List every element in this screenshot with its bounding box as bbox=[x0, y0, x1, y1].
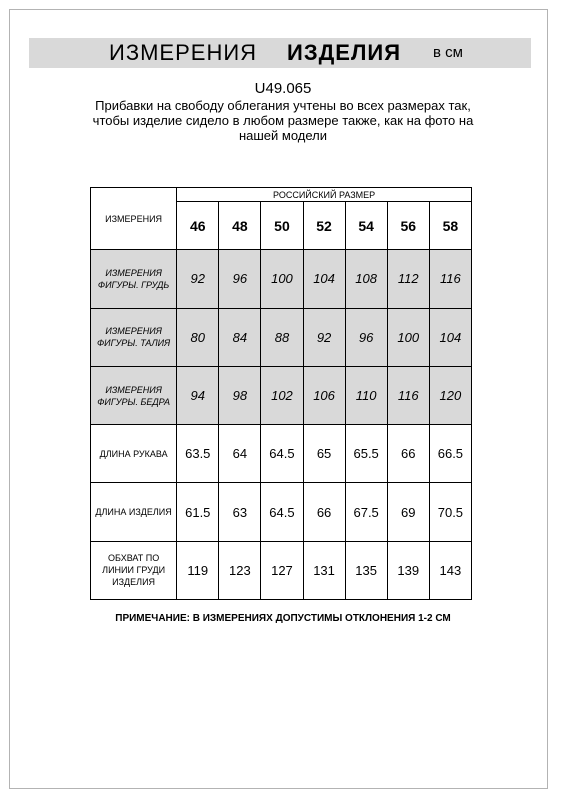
table-cell: 64.5 bbox=[261, 483, 303, 541]
tolerance-note: ПРИМЕЧАНИЕ: В ИЗМЕРЕНИЯХ ДОПУСТИМЫ ОТКЛОНЕНИЯ 1-2 СМ bbox=[115, 613, 451, 624]
table-cell: 104 bbox=[429, 308, 471, 366]
table-cell: 110 bbox=[345, 366, 387, 424]
row-label-line: ФИГУРЫ. БЕДРА bbox=[97, 396, 170, 407]
table-cell: 143 bbox=[429, 541, 471, 599]
table-cell: 135 bbox=[345, 541, 387, 599]
table-cell: 65.5 bbox=[345, 425, 387, 483]
table-cell: 88 bbox=[261, 308, 303, 366]
row-label bbox=[91, 425, 177, 483]
table-cell: 104 bbox=[303, 250, 345, 308]
table-cell: 65 bbox=[303, 425, 345, 483]
table-cell: 116 bbox=[429, 250, 471, 308]
size-table bbox=[90, 187, 472, 600]
size-header: 50 bbox=[261, 202, 303, 250]
row-label bbox=[91, 250, 177, 308]
size-header: 46 bbox=[177, 202, 219, 250]
table-cell: 63 bbox=[219, 483, 261, 541]
table-cell: 80 bbox=[177, 308, 219, 366]
size-header: 52 bbox=[303, 202, 345, 250]
table-cell: 94 bbox=[177, 366, 219, 424]
table-cell: 123 bbox=[219, 541, 261, 599]
table-cell: 64 bbox=[219, 425, 261, 483]
table-cell: 100 bbox=[387, 308, 429, 366]
row-label-line: ИЗМЕРЕНИЯ bbox=[105, 384, 162, 395]
table-cell: 66 bbox=[387, 425, 429, 483]
size-header: 48 bbox=[219, 202, 261, 250]
table-cell: 63.5 bbox=[177, 425, 219, 483]
table-cell: 119 bbox=[177, 541, 219, 599]
row-label-line: ДЛИНА ИЗДЕЛИЯ bbox=[95, 507, 172, 518]
product-code: U49.065 bbox=[254, 80, 312, 97]
table-cell: 106 bbox=[303, 366, 345, 424]
table-cell: 139 bbox=[387, 541, 429, 599]
row-label-line: ФИГУРЫ. ТАЛИЯ bbox=[97, 338, 171, 349]
row-label bbox=[91, 541, 177, 599]
row-label-line: ЛИНИИ ГРУДИ bbox=[102, 565, 166, 576]
fit-description bbox=[80, 98, 486, 143]
size-group-label: РОССИЙСКИЙ РАЗМЕР bbox=[177, 188, 472, 202]
table-row-garment-length bbox=[91, 483, 472, 541]
size-header: 58 bbox=[429, 202, 471, 250]
table-cell: 84 bbox=[219, 308, 261, 366]
size-header: 54 bbox=[345, 202, 387, 250]
table-cell: 116 bbox=[387, 366, 429, 424]
table-cell: 66 bbox=[303, 483, 345, 541]
table-cell: 108 bbox=[345, 250, 387, 308]
title-product: ИЗДЕЛИЯ bbox=[287, 40, 402, 65]
table-cell: 96 bbox=[219, 250, 261, 308]
table-cell: 61.5 bbox=[177, 483, 219, 541]
table-row-sleeve-length bbox=[91, 425, 472, 483]
table-cell: 66.5 bbox=[429, 425, 471, 483]
row-label-line: ИЗМЕРЕНИЯ bbox=[105, 267, 162, 278]
table-cell: 92 bbox=[303, 308, 345, 366]
table-cell: 69 bbox=[387, 483, 429, 541]
table-cell: 64.5 bbox=[261, 425, 303, 483]
row-label bbox=[91, 308, 177, 366]
table-cell: 127 bbox=[261, 541, 303, 599]
size-group-row bbox=[91, 188, 472, 202]
description-line: нашей модели bbox=[238, 128, 328, 143]
row-label bbox=[91, 366, 177, 424]
title-bar bbox=[29, 38, 531, 68]
row-label bbox=[91, 483, 177, 541]
table-cell: 92 bbox=[177, 250, 219, 308]
table-row-chest-girth bbox=[91, 541, 472, 599]
table-cell: 98 bbox=[219, 366, 261, 424]
row-label-line: ОБХВАТ ПО bbox=[108, 553, 160, 564]
title-unit: в см bbox=[433, 44, 463, 61]
table-cell: 70.5 bbox=[429, 483, 471, 541]
description-line: Прибавки на свободу облегания учтены во всех размерах так, bbox=[95, 98, 471, 113]
table-cell: 120 bbox=[429, 366, 471, 424]
table-cell: 96 bbox=[345, 308, 387, 366]
row-label-line: ИЗМЕРЕНИЯ bbox=[105, 326, 162, 337]
corner-label: ИЗМЕРЕНИЯ bbox=[91, 188, 177, 250]
table-row-waist bbox=[91, 308, 472, 366]
table-cell: 67.5 bbox=[345, 483, 387, 541]
description-line: чтобы изделие сидело в любом размере также, как на фото на bbox=[92, 113, 474, 128]
row-label-line: ИЗДЕЛИЯ bbox=[112, 577, 156, 588]
table-row-chest bbox=[91, 250, 472, 308]
table-row-hips bbox=[91, 366, 472, 424]
row-label-line: ФИГУРЫ. ГРУДЬ bbox=[97, 279, 170, 290]
table-cell: 112 bbox=[387, 250, 429, 308]
table-cell: 100 bbox=[261, 250, 303, 308]
table-cell: 102 bbox=[261, 366, 303, 424]
title-measurements: ИЗМЕРЕНИЯ bbox=[109, 40, 258, 65]
table-cell: 131 bbox=[303, 541, 345, 599]
size-header: 56 bbox=[387, 202, 429, 250]
row-label-line: ДЛИНА РУКАВА bbox=[99, 448, 168, 459]
